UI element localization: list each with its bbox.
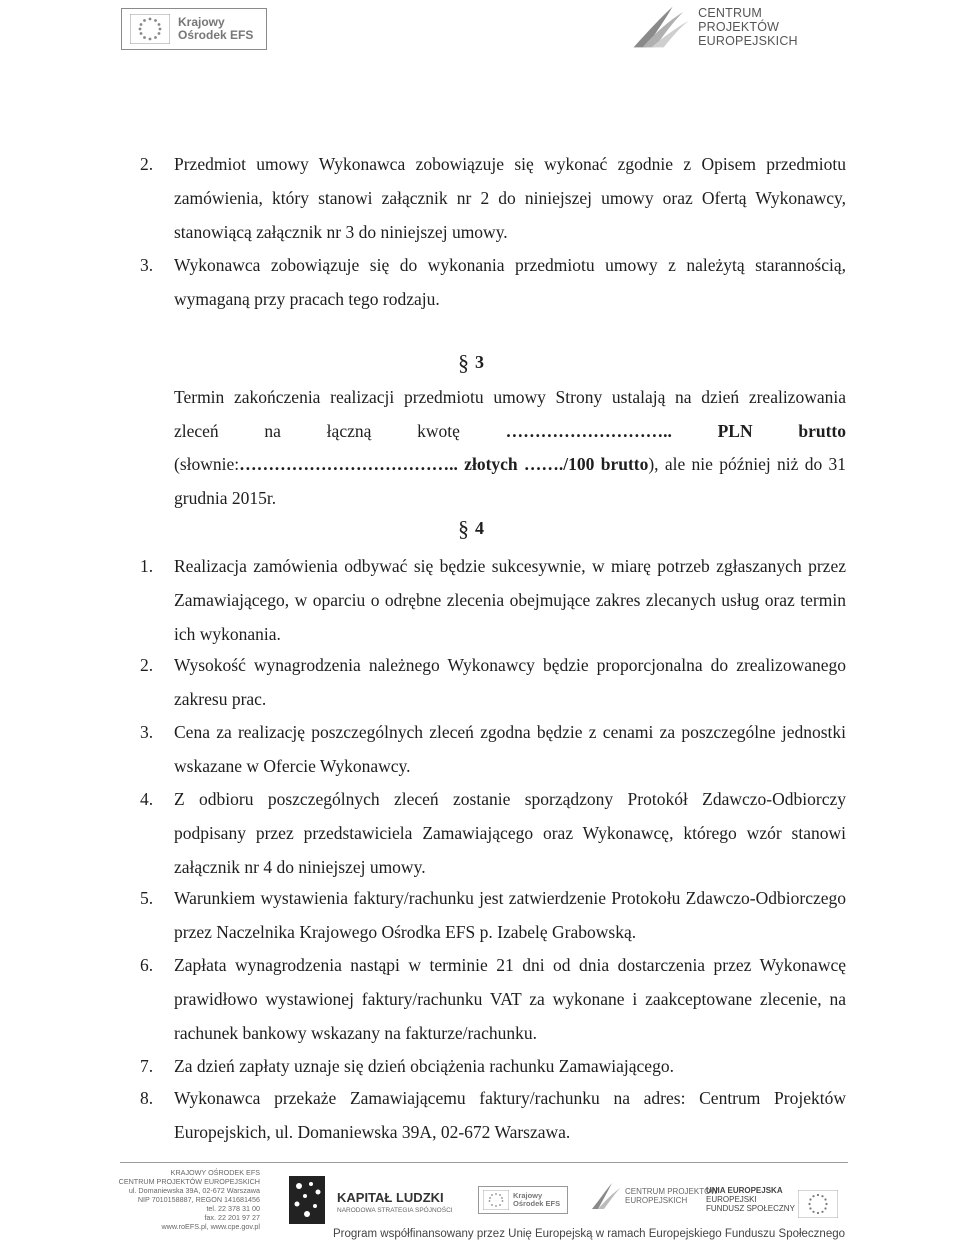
paragraph-text: Termin zakończenia realizacji przedmiotu umowy Strony ustalają na dzień zrealizowania zleceń na łączną kwotę: [174, 387, 846, 441]
ue-text-line1: UNIA EUROPEJSKA: [706, 1186, 783, 1195]
item-text: Wysokość wynagrodzenia należnego Wykonawcy będzie proporcjonalna do zrealizowanego zakresu prac.: [174, 655, 846, 709]
swoosh-icon: [630, 2, 692, 52]
item-number: 3.: [140, 722, 154, 742]
logo-text-line2: Ośrodek EFS: [513, 1199, 561, 1208]
ue-text-line2: EUROPEJSKI: [706, 1195, 757, 1204]
item-text: Realizacja zamówienia odbywać się będzie sukcesywnie, w miarę potrzeb zgłaszanych przez Zamawiającego, w oparciu o odrębne zlecenia obejmujące zakres zlecanych usług oraz termin ich wykonania.: [174, 556, 846, 644]
swoosh-icon: [590, 1182, 622, 1210]
logo-text-line1: Krajowy: [513, 1191, 543, 1200]
list-item: [140, 248, 846, 316]
ue-text-line3: FUNDUSZ SPOŁECZNY: [706, 1204, 795, 1213]
footer-eu-logo: [706, 1186, 846, 1213]
item-number: 3.: [140, 255, 154, 275]
list-item: [140, 147, 846, 249]
item-text: Wykonawca przekaże Zamawiającemu faktury/rachunku na adres: Centrum Projektów Europejskich, ul. Domaniewska 39A, 02-672 Warszawa.: [174, 1088, 846, 1142]
list-item: [140, 1049, 846, 1083]
logo-text-line1: CENTRUM PROJEKTÓW: [698, 6, 780, 34]
item-number: 1.: [140, 556, 154, 576]
footer-program-text: Program współfinansowany przez Unię Europejską w ramach Europejskiego Funduszu Społecznego: [333, 1228, 846, 1240]
amount-words-placeholder: ……………………………….. złotych ……./100 brutto: [239, 454, 649, 474]
item-text: Przedmiot umowy Wykonawca zobowiązuje się wykonać zgodnie z Opisem przedmiotu zamówienia, który stanowi załącznik nr 2 do niniejszej umowy oraz Ofertą Wykonawcy, stanowiącą załącznik nr 3 do niniejszej umowy.: [174, 154, 846, 242]
address-line: KRAJOWY OŚRODEK EFS: [170, 1168, 260, 1177]
address-line: CENTRUM PROJEKTÓW EUROPEJSKICH: [118, 1177, 260, 1186]
address-line: tel. 22 378 31 00: [206, 1204, 260, 1213]
section-heading-4: [458, 516, 484, 542]
item-number: 8.: [140, 1088, 154, 1108]
item-text: Z odbioru poszczególnych zleceń zostanie sporządzony Protokół Zdawczo-Odbiorczy podpisany przez przedstawiciela Zamawiającego oraz Wykonawcę, którego wzór stanowi załącznik nr 4 do niniejszej umowy.: [174, 789, 846, 877]
item-text: Cena za realizację poszczególnych zleceń zgodna będzie z cenami za poszczególne jednostki wskazane w Ofercie Wykonawcy.: [174, 722, 846, 776]
kapital-ludzki-emblem-icon: [285, 1172, 331, 1228]
logo-text-line1: Krajowy: [178, 15, 225, 29]
footer-krajowy-osrodek-logo: [478, 1186, 568, 1214]
address-line: www.roEFS.pl, www.cpe.gov.pl: [161, 1222, 260, 1231]
kapital-ludzki-title: KAPITAŁ LUDZKI: [337, 1190, 444, 1205]
address-line: fax. 22 201 97 27: [204, 1213, 260, 1222]
address-line: ul. Domaniewska 39A, 02-672 Warszawa: [128, 1186, 260, 1195]
logo-text-line2: EUROPEJSKICH: [625, 1196, 688, 1205]
list-item: [140, 782, 846, 884]
kapital-ludzki-subtitle: NARODOWA STRATEGIA SPÓJNOŚCI: [337, 1207, 453, 1214]
amount-placeholder: ……………………….. PLN brutto: [505, 420, 846, 441]
item-number: 5.: [140, 888, 154, 908]
item-text: Zapłata wynagrodzenia nastąpi w terminie 21 dni od dnia dostarczenia przez Wykonawcę prawidłowo wystawionej faktury/rachunku VAT za wykonane i zaakceptowane zlecenie, na rachunek bankowy wskazany na fakturze/rachunku.: [174, 955, 846, 1043]
section-3-paragraph: [174, 381, 846, 515]
paragraph-text: (słownie:: [174, 454, 240, 474]
list-item: [140, 948, 846, 1050]
address-line: NIP 7010158887, REGON 141681456: [137, 1195, 260, 1204]
item-number: 2.: [140, 655, 154, 675]
kapital-ludzki-logo: [285, 1172, 455, 1228]
centrum-projektow-europejskich-logo: [630, 2, 830, 52]
eu-stars-icon: [483, 1190, 509, 1210]
section-number: 3: [475, 352, 484, 372]
list-item: [140, 1081, 846, 1149]
list-item: [140, 881, 846, 949]
section-symbol: §: [458, 350, 469, 375]
list-item: [140, 715, 846, 783]
footer-cpe-logo: [590, 1182, 718, 1210]
item-text: Wykonawca zobowiązuje się do wykonania przedmiotu umowy z należytą starannością, wymaganą przy pracach tego rodzaju.: [174, 255, 846, 309]
item-number: 7.: [140, 1056, 154, 1076]
logo-text-line2: EUROPEJSKICH: [698, 34, 798, 48]
item-number: 6.: [140, 955, 154, 975]
section-number: 4: [475, 518, 484, 538]
logo-text-line2: Ośrodek EFS: [178, 28, 254, 42]
paragraph-text: ), ale nie później niż do 31 grudnia 2015r.: [174, 454, 846, 508]
footer-divider: [120, 1162, 848, 1163]
eu-stars-icon: [130, 14, 170, 44]
item-number: 4.: [140, 789, 154, 809]
section-symbol: §: [458, 516, 469, 541]
item-text: Warunkiem wystawienia faktury/rachunku jest zatwierdzenie Protokołu Zdawczo-Odbiorczego przez Naczelnika Krajowego Ośrodka EFS p. Izabelę Grabowską.: [174, 888, 846, 942]
list-item: [140, 648, 846, 716]
item-text: Za dzień zapłaty uznaje się dzień obciążenia rachunku Zamawiającego.: [174, 1056, 674, 1076]
list-item: [140, 549, 846, 651]
footer-address: [112, 1168, 260, 1231]
item-number: 2.: [140, 154, 154, 174]
krajowy-osrodek-efs-logo: [121, 8, 267, 50]
eu-flag-icon: [798, 1190, 838, 1218]
logo-text-line1: CENTRUM PROJEKTÓW: [625, 1187, 718, 1196]
section-heading-3: [458, 350, 484, 376]
